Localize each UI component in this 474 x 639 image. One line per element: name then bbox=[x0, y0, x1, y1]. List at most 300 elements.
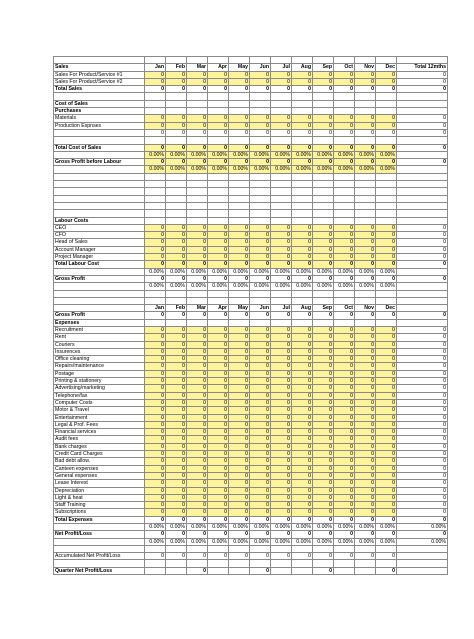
value-cell[interactable]: 0 bbox=[229, 239, 250, 246]
value-cell[interactable]: 0 bbox=[292, 312, 313, 319]
value-cell[interactable] bbox=[334, 217, 355, 224]
value-cell[interactable]: 0 bbox=[145, 129, 166, 136]
value-cell[interactable]: 0 bbox=[208, 421, 229, 428]
value-cell[interactable]: 0 bbox=[355, 363, 376, 370]
row-label-cell[interactable]: Account Manager bbox=[54, 246, 145, 253]
value-cell[interactable]: 0 bbox=[334, 472, 355, 479]
value-cell[interactable] bbox=[166, 195, 187, 202]
value-cell[interactable] bbox=[271, 93, 292, 100]
row-label-cell[interactable]: CFO bbox=[54, 232, 145, 239]
value-cell[interactable] bbox=[292, 173, 313, 180]
value-cell[interactable]: Jun bbox=[250, 305, 271, 312]
value-cell[interactable] bbox=[208, 560, 229, 567]
value-cell[interactable]: 0 bbox=[166, 356, 187, 363]
value-cell[interactable]: 0 bbox=[187, 239, 208, 246]
value-cell[interactable]: Jan bbox=[145, 64, 166, 71]
value-cell[interactable]: 0 bbox=[187, 378, 208, 385]
value-cell[interactable]: 0 bbox=[166, 341, 187, 348]
value-cell[interactable]: 0 bbox=[145, 144, 166, 151]
value-cell[interactable]: 0.00% bbox=[334, 166, 355, 173]
value-cell[interactable]: 0 bbox=[355, 122, 376, 129]
value-cell[interactable]: 0 bbox=[397, 159, 448, 166]
value-cell[interactable]: 0 bbox=[376, 239, 397, 246]
value-cell[interactable]: 0 bbox=[397, 436, 448, 443]
value-cell[interactable] bbox=[355, 100, 376, 107]
value-cell[interactable]: 0 bbox=[208, 122, 229, 129]
value-cell[interactable]: 0 bbox=[313, 480, 334, 487]
value-cell[interactable]: 0 bbox=[229, 341, 250, 348]
value-cell[interactable]: 0 bbox=[397, 86, 448, 93]
value-cell[interactable]: 0 bbox=[166, 334, 187, 341]
value-cell[interactable]: 0 bbox=[208, 86, 229, 93]
value-cell[interactable]: 0 bbox=[145, 122, 166, 129]
row-label-cell[interactable]: Recruitment bbox=[54, 326, 145, 333]
value-cell[interactable]: 0 bbox=[271, 443, 292, 450]
value-cell[interactable] bbox=[145, 100, 166, 107]
row-label-cell[interactable]: CEO bbox=[54, 224, 145, 231]
value-cell[interactable]: 0 bbox=[187, 144, 208, 151]
value-cell[interactable] bbox=[355, 57, 376, 64]
value-cell[interactable]: 0 bbox=[334, 71, 355, 78]
row-label-cell[interactable]: Purchases bbox=[54, 108, 145, 115]
value-cell[interactable]: Aug bbox=[292, 305, 313, 312]
value-cell[interactable]: 0 bbox=[313, 458, 334, 465]
value-cell[interactable]: 0.00% bbox=[292, 524, 313, 531]
value-cell[interactable] bbox=[208, 210, 229, 217]
value-cell[interactable]: 0.00% bbox=[292, 268, 313, 275]
value-cell[interactable]: 0 bbox=[271, 129, 292, 136]
value-cell[interactable]: 0 bbox=[334, 436, 355, 443]
value-cell[interactable]: 0 bbox=[292, 531, 313, 538]
value-cell[interactable] bbox=[208, 173, 229, 180]
value-cell[interactable]: 0.00% bbox=[292, 151, 313, 158]
value-cell[interactable] bbox=[271, 100, 292, 107]
value-cell[interactable]: 0 bbox=[292, 494, 313, 501]
value-cell[interactable] bbox=[271, 297, 292, 304]
row-label-cell[interactable]: Head of Sales bbox=[54, 239, 145, 246]
value-cell[interactable]: 0 bbox=[187, 392, 208, 399]
value-cell[interactable]: 0 bbox=[376, 115, 397, 122]
value-cell[interactable]: 0 bbox=[271, 239, 292, 246]
value-cell[interactable]: 0 bbox=[145, 451, 166, 458]
value-cell[interactable] bbox=[187, 137, 208, 144]
value-cell[interactable]: 0 bbox=[229, 254, 250, 261]
value-cell[interactable]: 0 bbox=[313, 472, 334, 479]
value-cell[interactable]: 0 bbox=[271, 71, 292, 78]
value-cell[interactable]: 0 bbox=[187, 472, 208, 479]
value-cell[interactable] bbox=[313, 57, 334, 64]
value-cell[interactable]: 0 bbox=[229, 363, 250, 370]
value-cell[interactable]: Dec bbox=[376, 305, 397, 312]
value-cell[interactable] bbox=[334, 188, 355, 195]
value-cell[interactable] bbox=[271, 108, 292, 115]
value-cell[interactable]: 0 bbox=[166, 239, 187, 246]
row-label-cell[interactable] bbox=[54, 129, 145, 136]
row-label-cell[interactable]: Accumulated Net Profit/Loss bbox=[54, 553, 145, 560]
value-cell[interactable]: 0 bbox=[250, 312, 271, 319]
value-cell[interactable] bbox=[334, 108, 355, 115]
value-cell[interactable] bbox=[271, 181, 292, 188]
value-cell[interactable] bbox=[334, 195, 355, 202]
value-cell[interactable]: 0 bbox=[145, 341, 166, 348]
value-cell[interactable]: 0 bbox=[250, 509, 271, 516]
value-cell[interactable]: 0.00% bbox=[355, 538, 376, 545]
value-cell[interactable]: 0 bbox=[208, 363, 229, 370]
value-cell[interactable]: 0 bbox=[355, 326, 376, 333]
value-cell[interactable]: 0 bbox=[376, 254, 397, 261]
value-cell[interactable]: 0 bbox=[376, 232, 397, 239]
value-cell[interactable]: 0 bbox=[187, 370, 208, 377]
value-cell[interactable]: 0 bbox=[145, 472, 166, 479]
value-cell[interactable]: Jul bbox=[271, 64, 292, 71]
value-cell[interactable]: 0 bbox=[250, 115, 271, 122]
value-cell[interactable]: 0 bbox=[187, 567, 208, 574]
value-cell[interactable] bbox=[229, 181, 250, 188]
value-cell[interactable]: 0 bbox=[271, 480, 292, 487]
row-label-cell[interactable]: Sales For Product/Service #1 bbox=[54, 71, 145, 78]
value-cell[interactable] bbox=[250, 545, 271, 552]
value-cell[interactable]: 0.00% bbox=[355, 268, 376, 275]
value-cell[interactable] bbox=[271, 217, 292, 224]
value-cell[interactable]: 0 bbox=[397, 414, 448, 421]
value-cell[interactable] bbox=[334, 290, 355, 297]
value-cell[interactable] bbox=[250, 188, 271, 195]
value-cell[interactable]: 0 bbox=[271, 78, 292, 85]
value-cell[interactable] bbox=[166, 560, 187, 567]
value-cell[interactable]: 0 bbox=[355, 509, 376, 516]
row-label-cell[interactable]: Telephone/fax bbox=[54, 392, 145, 399]
value-cell[interactable]: 0 bbox=[292, 472, 313, 479]
value-cell[interactable]: 0 bbox=[187, 363, 208, 370]
value-cell[interactable] bbox=[166, 137, 187, 144]
value-cell[interactable]: 0.00% bbox=[376, 283, 397, 290]
value-cell[interactable]: 0 bbox=[271, 370, 292, 377]
value-cell[interactable]: 0 bbox=[313, 232, 334, 239]
value-cell[interactable]: 0 bbox=[334, 370, 355, 377]
value-cell[interactable]: 0 bbox=[334, 144, 355, 151]
value-cell[interactable]: 0 bbox=[208, 502, 229, 509]
value-cell[interactable]: 0 bbox=[208, 465, 229, 472]
value-cell[interactable]: 0 bbox=[250, 246, 271, 253]
value-cell[interactable]: 0 bbox=[397, 407, 448, 414]
row-label-cell[interactable] bbox=[54, 268, 145, 275]
value-cell[interactable] bbox=[187, 173, 208, 180]
value-cell[interactable]: 0 bbox=[166, 246, 187, 253]
value-cell[interactable] bbox=[397, 166, 448, 173]
value-cell[interactable] bbox=[187, 108, 208, 115]
value-cell[interactable] bbox=[313, 545, 334, 552]
value-cell[interactable]: 0 bbox=[166, 326, 187, 333]
value-cell[interactable]: 0 bbox=[271, 392, 292, 399]
value-cell[interactable]: 0 bbox=[187, 553, 208, 560]
value-cell[interactable] bbox=[397, 305, 448, 312]
value-cell[interactable] bbox=[145, 137, 166, 144]
value-cell[interactable]: 0.00% bbox=[271, 524, 292, 531]
value-cell[interactable]: 0 bbox=[397, 261, 448, 268]
value-cell[interactable] bbox=[376, 545, 397, 552]
value-cell[interactable]: 0 bbox=[397, 429, 448, 436]
value-cell[interactable] bbox=[187, 202, 208, 209]
row-label-cell[interactable]: Canteen expenses bbox=[54, 465, 145, 472]
value-cell[interactable]: 0 bbox=[229, 531, 250, 538]
value-cell[interactable]: 0 bbox=[313, 144, 334, 151]
value-cell[interactable]: 0 bbox=[208, 385, 229, 392]
value-cell[interactable]: 0 bbox=[166, 429, 187, 436]
value-cell[interactable] bbox=[292, 93, 313, 100]
value-cell[interactable]: 0 bbox=[397, 472, 448, 479]
value-cell[interactable]: 0 bbox=[271, 385, 292, 392]
value-cell[interactable]: 0 bbox=[187, 502, 208, 509]
value-cell[interactable]: 0.00% bbox=[208, 524, 229, 531]
value-cell[interactable]: 0 bbox=[229, 71, 250, 78]
value-cell[interactable] bbox=[187, 290, 208, 297]
value-cell[interactable]: 0.00% bbox=[313, 524, 334, 531]
value-cell[interactable]: 0 bbox=[208, 407, 229, 414]
value-cell[interactable]: 0 bbox=[271, 378, 292, 385]
value-cell[interactable]: 0 bbox=[292, 458, 313, 465]
row-label-cell[interactable]: Materials bbox=[54, 115, 145, 122]
value-cell[interactable]: 0 bbox=[250, 553, 271, 560]
row-label-cell[interactable] bbox=[54, 290, 145, 297]
value-cell[interactable]: 0 bbox=[187, 261, 208, 268]
value-cell[interactable] bbox=[145, 202, 166, 209]
value-cell[interactable]: 0 bbox=[229, 443, 250, 450]
value-cell[interactable]: 0 bbox=[313, 436, 334, 443]
value-cell[interactable]: 0 bbox=[397, 363, 448, 370]
row-label-cell[interactable] bbox=[54, 173, 145, 180]
value-cell[interactable]: 0 bbox=[187, 326, 208, 333]
value-cell[interactable] bbox=[250, 137, 271, 144]
value-cell[interactable]: 0 bbox=[376, 261, 397, 268]
value-cell[interactable] bbox=[334, 93, 355, 100]
row-label-cell[interactable]: Labour Costs bbox=[54, 217, 145, 224]
value-cell[interactable]: 0 bbox=[313, 516, 334, 523]
value-cell[interactable]: 0 bbox=[355, 553, 376, 560]
value-cell[interactable]: 0 bbox=[334, 363, 355, 370]
value-cell[interactable]: 0 bbox=[376, 502, 397, 509]
value-cell[interactable] bbox=[208, 57, 229, 64]
value-cell[interactable]: 0 bbox=[229, 494, 250, 501]
value-cell[interactable]: 0 bbox=[187, 458, 208, 465]
value-cell[interactable]: 0.00% bbox=[313, 268, 334, 275]
value-cell[interactable] bbox=[229, 217, 250, 224]
value-cell[interactable]: 0 bbox=[397, 129, 448, 136]
value-cell[interactable] bbox=[166, 210, 187, 217]
value-cell[interactable]: 0 bbox=[229, 487, 250, 494]
value-cell[interactable] bbox=[376, 100, 397, 107]
value-cell[interactable]: 0 bbox=[376, 86, 397, 93]
row-label-cell[interactable]: Credit Card Charges bbox=[54, 451, 145, 458]
value-cell[interactable] bbox=[397, 297, 448, 304]
row-label-cell[interactable]: Postage bbox=[54, 370, 145, 377]
row-label-cell[interactable] bbox=[54, 305, 145, 312]
value-cell[interactable]: 0 bbox=[334, 232, 355, 239]
value-cell[interactable] bbox=[271, 188, 292, 195]
value-cell[interactable] bbox=[229, 567, 250, 574]
value-cell[interactable]: 0 bbox=[145, 115, 166, 122]
value-cell[interactable]: 0 bbox=[313, 326, 334, 333]
value-cell[interactable] bbox=[292, 57, 313, 64]
value-cell[interactable] bbox=[208, 93, 229, 100]
row-label-cell[interactable]: Gross Profit bbox=[54, 275, 145, 282]
value-cell[interactable] bbox=[187, 93, 208, 100]
value-cell[interactable]: 0 bbox=[397, 275, 448, 282]
value-cell[interactable]: 0 bbox=[250, 78, 271, 85]
value-cell[interactable]: 0 bbox=[250, 429, 271, 436]
value-cell[interactable]: 0 bbox=[250, 531, 271, 538]
value-cell[interactable]: 0 bbox=[145, 159, 166, 166]
value-cell[interactable]: 0 bbox=[208, 516, 229, 523]
value-cell[interactable]: 0 bbox=[208, 224, 229, 231]
value-cell[interactable] bbox=[166, 93, 187, 100]
value-cell[interactable]: Sep bbox=[313, 305, 334, 312]
value-cell[interactable]: 0 bbox=[208, 429, 229, 436]
value-cell[interactable]: 0.00% bbox=[376, 151, 397, 158]
value-cell[interactable]: 0 bbox=[229, 502, 250, 509]
value-cell[interactable]: 0 bbox=[313, 429, 334, 436]
row-label-cell[interactable]: Gross Profit before Labour bbox=[54, 159, 145, 166]
value-cell[interactable]: 0.00% bbox=[376, 166, 397, 173]
value-cell[interactable] bbox=[145, 173, 166, 180]
value-cell[interactable]: 0.00% bbox=[187, 283, 208, 290]
value-cell[interactable]: 0 bbox=[355, 312, 376, 319]
value-cell[interactable]: 0.00% bbox=[250, 524, 271, 531]
value-cell[interactable]: 0 bbox=[355, 436, 376, 443]
value-cell[interactable]: 0 bbox=[376, 363, 397, 370]
value-cell[interactable] bbox=[313, 319, 334, 326]
value-cell[interactable] bbox=[313, 290, 334, 297]
value-cell[interactable]: 0 bbox=[271, 334, 292, 341]
value-cell[interactable]: 0 bbox=[376, 567, 397, 574]
value-cell[interactable]: 0 bbox=[166, 509, 187, 516]
value-cell[interactable]: 0 bbox=[250, 144, 271, 151]
value-cell[interactable]: 0 bbox=[145, 370, 166, 377]
value-cell[interactable]: 0 bbox=[187, 232, 208, 239]
row-label-cell[interactable]: Expenses bbox=[54, 319, 145, 326]
value-cell[interactable]: 0 bbox=[355, 239, 376, 246]
value-cell[interactable]: 0 bbox=[376, 472, 397, 479]
value-cell[interactable]: 0 bbox=[313, 254, 334, 261]
value-cell[interactable] bbox=[397, 181, 448, 188]
value-cell[interactable]: 0 bbox=[145, 429, 166, 436]
value-cell[interactable] bbox=[334, 210, 355, 217]
row-label-cell[interactable]: Repairs/maintenance bbox=[54, 363, 145, 370]
value-cell[interactable] bbox=[250, 181, 271, 188]
value-cell[interactable]: 0 bbox=[271, 553, 292, 560]
value-cell[interactable] bbox=[376, 108, 397, 115]
value-cell[interactable]: 0 bbox=[334, 392, 355, 399]
value-cell[interactable]: 0 bbox=[208, 341, 229, 348]
value-cell[interactable]: 0 bbox=[145, 553, 166, 560]
row-label-cell[interactable]: Insurences bbox=[54, 348, 145, 355]
value-cell[interactable] bbox=[271, 545, 292, 552]
value-cell[interactable]: 0 bbox=[376, 224, 397, 231]
value-cell[interactable] bbox=[166, 181, 187, 188]
value-cell[interactable]: 0 bbox=[313, 122, 334, 129]
value-cell[interactable]: 0.00% bbox=[250, 538, 271, 545]
value-cell[interactable]: 0 bbox=[292, 516, 313, 523]
value-cell[interactable] bbox=[355, 181, 376, 188]
value-cell[interactable]: 0 bbox=[187, 334, 208, 341]
value-cell[interactable]: 0 bbox=[229, 78, 250, 85]
value-cell[interactable]: 0 bbox=[145, 232, 166, 239]
value-cell[interactable]: 0 bbox=[355, 341, 376, 348]
value-cell[interactable] bbox=[313, 173, 334, 180]
value-cell[interactable]: 0 bbox=[229, 516, 250, 523]
value-cell[interactable]: 0 bbox=[313, 78, 334, 85]
value-cell[interactable]: 0 bbox=[313, 502, 334, 509]
value-cell[interactable]: 0 bbox=[334, 239, 355, 246]
row-label-cell[interactable] bbox=[54, 202, 145, 209]
value-cell[interactable]: 0 bbox=[271, 144, 292, 151]
value-cell[interactable] bbox=[187, 210, 208, 217]
value-cell[interactable]: 0 bbox=[187, 275, 208, 282]
value-cell[interactable]: 0 bbox=[334, 115, 355, 122]
value-cell[interactable] bbox=[187, 545, 208, 552]
value-cell[interactable]: 0 bbox=[145, 436, 166, 443]
value-cell[interactable]: 0 bbox=[355, 494, 376, 501]
value-cell[interactable]: 0 bbox=[250, 378, 271, 385]
row-label-cell[interactable]: Printing & stationery bbox=[54, 378, 145, 385]
value-cell[interactable] bbox=[187, 217, 208, 224]
value-cell[interactable]: 0 bbox=[292, 144, 313, 151]
value-cell[interactable]: 0 bbox=[229, 348, 250, 355]
value-cell[interactable]: 0 bbox=[250, 224, 271, 231]
value-cell[interactable] bbox=[397, 545, 448, 552]
value-cell[interactable]: 0 bbox=[271, 399, 292, 406]
value-cell[interactable]: 0.00% bbox=[229, 151, 250, 158]
row-label-cell[interactable] bbox=[54, 297, 145, 304]
value-cell[interactable]: 0 bbox=[355, 254, 376, 261]
value-cell[interactable]: 0.00% bbox=[145, 166, 166, 173]
value-cell[interactable]: 0 bbox=[376, 421, 397, 428]
value-cell[interactable] bbox=[166, 297, 187, 304]
value-cell[interactable]: 0 bbox=[250, 348, 271, 355]
value-cell[interactable]: 0 bbox=[250, 407, 271, 414]
value-cell[interactable] bbox=[250, 202, 271, 209]
value-cell[interactable] bbox=[334, 297, 355, 304]
value-cell[interactable]: 0 bbox=[271, 465, 292, 472]
value-cell[interactable] bbox=[271, 195, 292, 202]
value-cell[interactable]: 0 bbox=[271, 363, 292, 370]
value-cell[interactable]: 0 bbox=[355, 480, 376, 487]
value-cell[interactable]: 0 bbox=[397, 502, 448, 509]
value-cell[interactable]: 0 bbox=[166, 414, 187, 421]
value-cell[interactable]: 0 bbox=[292, 232, 313, 239]
value-cell[interactable]: Apr bbox=[208, 64, 229, 71]
value-cell[interactable]: 0 bbox=[397, 451, 448, 458]
value-cell[interactable]: 0 bbox=[187, 509, 208, 516]
value-cell[interactable]: 0.00% bbox=[208, 151, 229, 158]
value-cell[interactable]: 0 bbox=[166, 421, 187, 428]
value-cell[interactable]: 0 bbox=[334, 429, 355, 436]
value-cell[interactable]: 0 bbox=[250, 392, 271, 399]
value-cell[interactable]: 0 bbox=[313, 414, 334, 421]
value-cell[interactable]: 0 bbox=[397, 494, 448, 501]
value-cell[interactable]: 0 bbox=[166, 159, 187, 166]
value-cell[interactable]: 0 bbox=[292, 115, 313, 122]
value-cell[interactable] bbox=[292, 137, 313, 144]
value-cell[interactable]: 0 bbox=[250, 261, 271, 268]
value-cell[interactable] bbox=[145, 217, 166, 224]
value-cell[interactable]: 0 bbox=[376, 246, 397, 253]
value-cell[interactable]: 0 bbox=[376, 429, 397, 436]
value-cell[interactable]: 0 bbox=[271, 436, 292, 443]
value-cell[interactable] bbox=[229, 545, 250, 552]
value-cell[interactable]: 0 bbox=[292, 326, 313, 333]
value-cell[interactable]: 0 bbox=[376, 509, 397, 516]
value-cell[interactable] bbox=[208, 319, 229, 326]
